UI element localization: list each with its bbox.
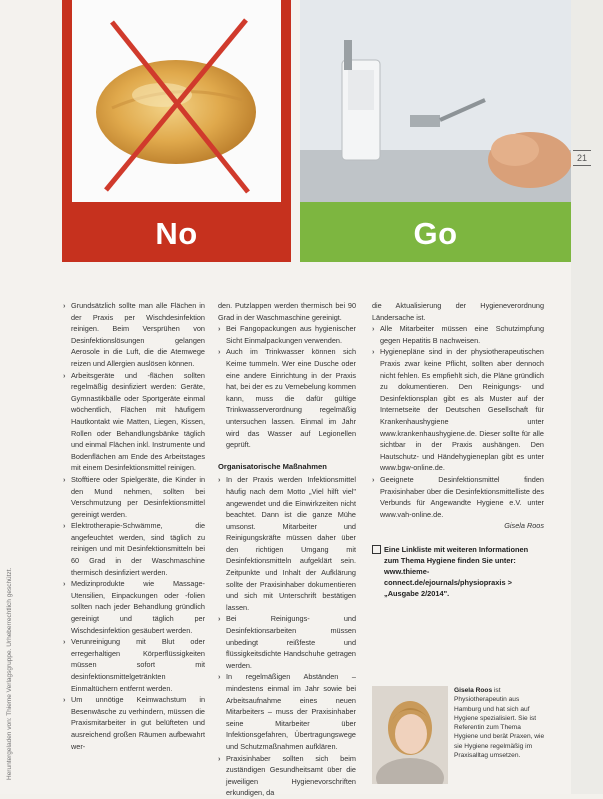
gutter-text: Heruntergeladen von: Thieme Verlagsgruppe. Urheberrechtlich geschützt. (6, 567, 13, 780)
author-bio (454, 686, 546, 760)
bullet-list (218, 474, 356, 799)
section-heading: Organisatorische Maßnahmen (218, 461, 327, 471)
column-2 (218, 300, 356, 799)
list-item: › Hygienepläne sind in der physiotherapeutischen Praxis zwar keine Pflicht, sollten aber dennoch nicht fehlen. Es empfiehlt sich, die Pläne gründlich zu dokumentieren. Den Reinigungs- und Desinfektionsplan gibt es als Muster auf der Internetseite der Deutschen Gesellschaft für Krankenhaushygiene unter www.krankenhaushygiene.de. Dieser sollte für alle sichtbar in der Praxis aushängen. Den Hautschutz- und Händehygieneplan gibt es unter www.bgw-online.de. (372, 346, 544, 474)
paragraph: die Aktualisierung der Hygieneverordnung Ländersache ist. (372, 301, 544, 322)
list-item: › Alle Mitarbeiter müssen eine Schutzimpfung gegen Hepatitis B nachweisen. (372, 323, 544, 346)
page-number: 21 (573, 150, 591, 166)
list-item: › In regelmäßigen Abständen – mindestens einmal im Jahr sowie bei Arbeitsaufnahme eines neuen Mitarbeiters – muss der Praxisinhaber seine Mitarbeiter über Infektionsgefahren, Übertragungswege und Schutzmaßnahmen aufklären. (218, 671, 356, 752)
avatar (372, 686, 448, 784)
list-item: › Arbeitsgeräte und -flächen sollten regelmäßig desinfiziert werden: Geräte, Gymnastikbälle oder Sportgeräte einmal wöchentlich, Flächen mit häufigem Hautkontakt wie Matten, Liegen, Kissen, Rollen oder Behandlungsbänke täglich und einmal Flächen inkl. Instrumente und Bodenflächen am Ende des Arbeitstages mit einem Desinfektionsmittel reinigen. (63, 370, 205, 474)
paragraph: den. Putzlappen werden thermisch bei 90 Grad in der Waschmaschine gereinigt. (218, 301, 356, 322)
list-item: › Um unnötige Keimwachstum in Besenwäsche zu verhindern, müssen die Praxismitarbeiter in gut belüfteten und ausreichend großen Räumen aufbewahrt wer- (63, 694, 205, 752)
column-1 (63, 300, 205, 752)
list-item: › Medizinprodukte wie Massage-Utensilien, Einpackungen oder -folien sollten nach jeder Behandlung gründlich gereinigt und täglich per Wischdesinfektion gesäubert werden. (63, 578, 205, 636)
go-panel (300, 0, 571, 262)
list-item: › Geeignete Desinfektionsmittel finden Praxisinhaber über die Desinfektionsmittelliste des Verbunds für Angewandte Hygiene e.V. unter www.vah-online.de. (372, 474, 544, 520)
author-signature: Gisela Roos (504, 521, 544, 531)
list-item: › Auch im Trinkwasser können sich Keime tummeln. Wer eine Dusche oder eine andere Einrichtung in der Praxis hat, bei der es zu Vernebelung kommen kann, muss die dafür gültige Trinkwasserverordnung regelmäßig untersuchen lassen. Einmal im Jahr wird das Wasser auf Legionellen geprüft. (218, 346, 356, 450)
bullet-list (63, 300, 205, 752)
list-item: › Praxisinhaber sollten sich beim zuständigen Gesundheitsamt über die jeweiligen Hygienevorschriften erkundigen, da (218, 753, 356, 799)
no-panel (62, 0, 291, 262)
go-label: Go (413, 216, 458, 251)
bullet-list (372, 323, 544, 520)
list-item: › Elektrotherapie-Schwämme, die angefeuchtet werden, sind täglich zu reinigen und mit Desinfektionsmitteln bei 60 Grad in der Waschmaschine thermisch desinfiziert werden. (63, 520, 205, 578)
page-edge (571, 0, 603, 794)
info-box (372, 544, 544, 599)
author-box (372, 686, 544, 786)
bullet-list (218, 323, 356, 451)
list-item: › Grundsätzlich sollte man alle Flächen in der Praxis per Wischdesinfektion reinigen. Beim Versprühen von Desinfektionslösungen gelangen Aerosole in die Luft, die die Atemwege reizen und Allergien auslösen können. (63, 300, 205, 370)
list-item: › In der Praxis werden Infektionsmittel häufig nach dem Motto „Viel hilft viel" angewendet und die Einwirkzeiten nicht beachtet. Dann ist die ganze Mühe umsonst. Mitarbeiter und Reinigungskräfte müssen daher über den richtigen Umgang mit Desinfektionsmitteln aufgeklärt sein. Zeitpunkte und Inhalt der Aufklärung sollte der Praxisinhaber dokumentieren und sich mit Unterschrift bestätigen lassen. (218, 474, 356, 613)
list-item: › Bei Fangopackungen aus hygienischer Sicht Einmalpackungen verwenden. (218, 323, 356, 346)
column-3 (372, 300, 544, 599)
info-text: Eine Linkliste mit weiteren Informationen zum Thema Hygiene finden Sie unter: www.thieme-connect.de/ejournals/physiopraxis > „Ausgabe 2/2014". (384, 544, 529, 598)
square-icon (372, 545, 381, 554)
list-item: › Bei Reinigungs- und Desinfektionsarbeiten müssen unbedingt reißfeste und flüssigkeitsdichte Handschuhe getragen werden. (218, 613, 356, 671)
no-label: No (155, 216, 198, 251)
list-item: › Verunreinigung mit Blut oder erregerhaltigen Körperflüssigkeiten müssen sofort mit desinfektionsmittelgetränkten Einmaltüchern entfernt werden. (63, 636, 205, 694)
author-bio-text: ist Physiotherapeutin aus Hamburg und hat sich auf Hygiene spezialisiert. Sie ist Referentin zum Thema Hygiene und berät Praxen, wie sie Hygiene regelmäßig im Praxisalltag umsetzen. (454, 687, 545, 760)
author-name: Gisela Roos (454, 687, 493, 694)
hand-disinfection-photo (300, 0, 571, 202)
bread-roll-photo (72, 0, 281, 202)
list-item: › Stofftiere oder Spielgeräte, die Kinder in den Mund nehmen, sollten bei Verschmutzung per Desinfektionsmittel gereinigt werden. (63, 474, 205, 520)
